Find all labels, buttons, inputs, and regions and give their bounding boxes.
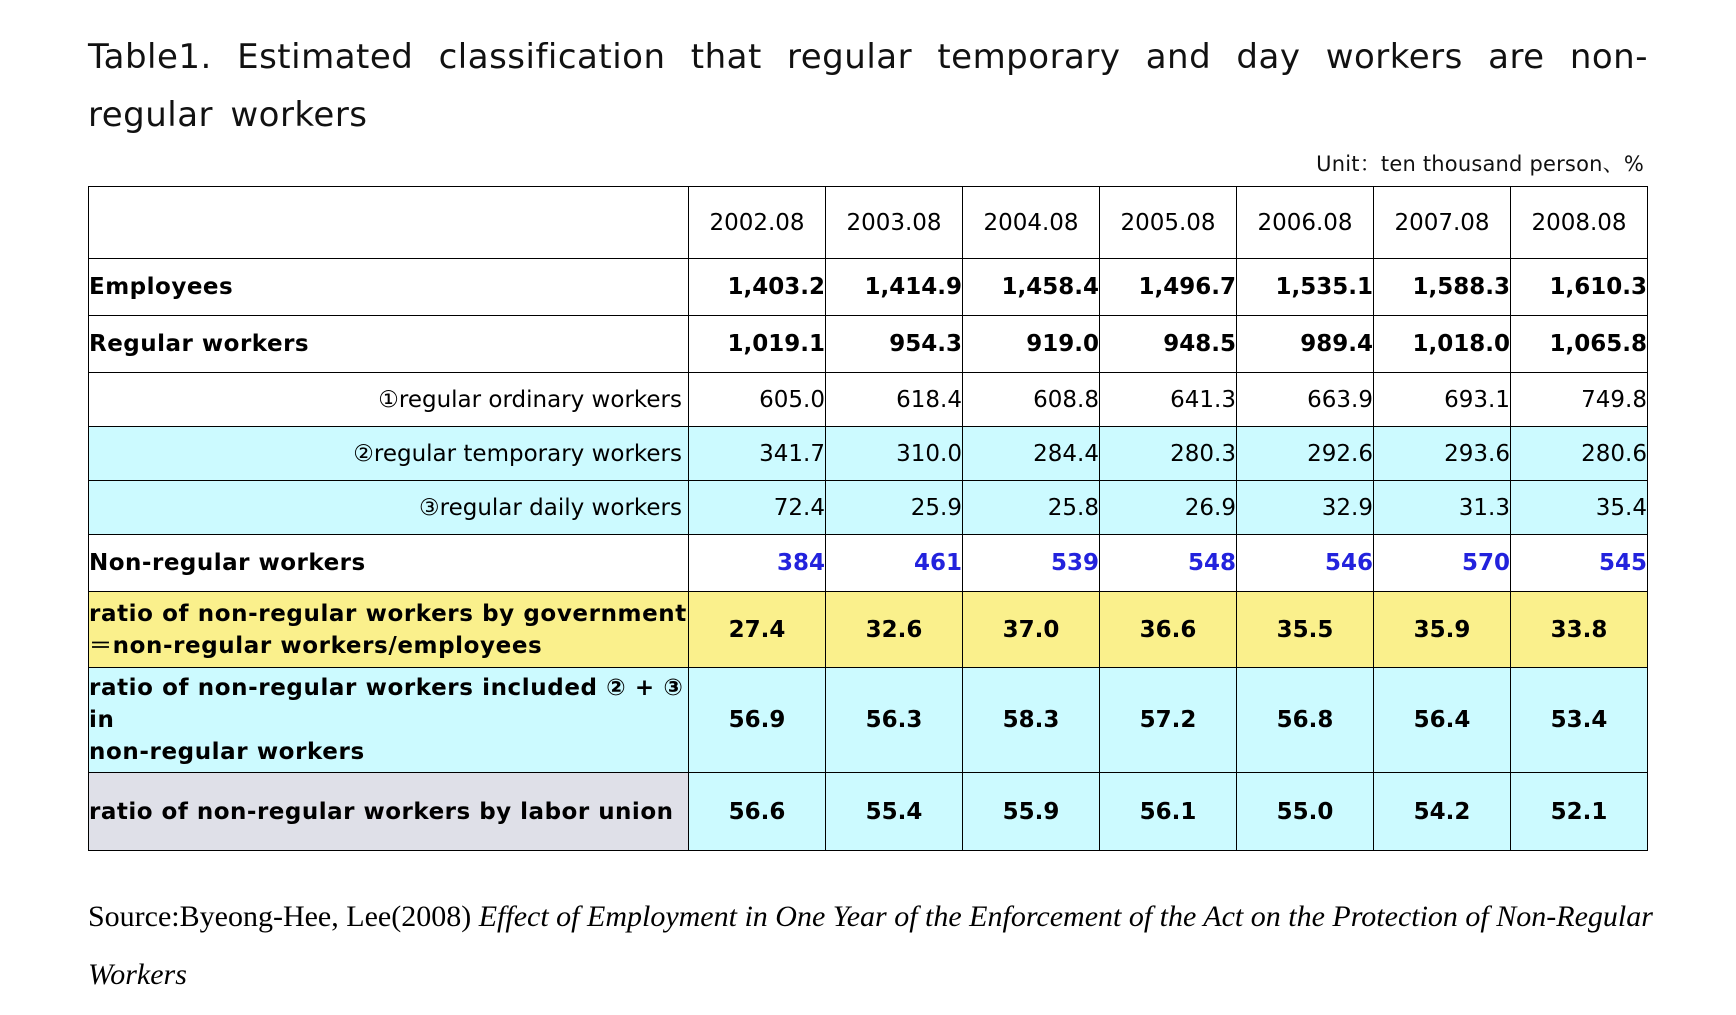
cell-employees-2004: 1,458.4 <box>963 259 1100 316</box>
row-label-employees: Employees <box>89 259 689 316</box>
cell-ratio-gov-2006: 35.5 <box>1237 592 1374 668</box>
cell-ratio-gov-2003: 32.6 <box>826 592 963 668</box>
page-title: Table1. Estimated classification that regular temporary and day workers are non-regular workers <box>88 37 1648 135</box>
column-header-2008: 2008.08 <box>1511 187 1648 259</box>
table-row <box>89 535 1648 592</box>
cell-non-regular-2007: 570 <box>1374 535 1511 592</box>
cell-ratio-incl-2005: 57.2 <box>1100 668 1237 773</box>
cell-non-regular-2003: 461 <box>826 535 963 592</box>
cell-regular-temporary-2008: 280.6 <box>1511 427 1648 481</box>
cell-regular-workers-2002: 1,019.1 <box>689 316 826 373</box>
row-label-regular-workers: Regular workers <box>89 316 689 373</box>
cell-ratio-incl-2003: 56.3 <box>826 668 963 773</box>
row-label-regular-daily-workers: ③regular daily workers <box>89 481 689 535</box>
cell-regular-daily-2003: 25.9 <box>826 481 963 535</box>
cell-regular-temporary-2006: 292.6 <box>1237 427 1374 481</box>
cell-regular-workers-2006: 989.4 <box>1237 316 1374 373</box>
cell-ratio-incl-2006: 56.8 <box>1237 668 1374 773</box>
cell-regular-temporary-2005: 280.3 <box>1100 427 1237 481</box>
cell-employees-2008: 1,610.3 <box>1511 259 1648 316</box>
row-label-line-1: ratio of non-regular workers by government <box>89 600 687 627</box>
cell-regular-ordinary-2005: 641.3 <box>1100 373 1237 427</box>
row-label-line-2: ＝non-regular workers/employees <box>89 632 543 659</box>
cell-employees-2005: 1,496.7 <box>1100 259 1237 316</box>
cell-regular-temporary-2002: 341.7 <box>689 427 826 481</box>
cell-ratio-gov-2004: 37.0 <box>963 592 1100 668</box>
cell-regular-daily-2002: 72.4 <box>689 481 826 535</box>
cell-regular-workers-2007: 1,018.0 <box>1374 316 1511 373</box>
cell-employees-2003: 1,414.9 <box>826 259 963 316</box>
table-row <box>89 592 1648 668</box>
cell-ratio-union-2006: 55.0 <box>1237 773 1374 851</box>
cell-regular-temporary-2004: 284.4 <box>963 427 1100 481</box>
cell-regular-workers-2003: 954.3 <box>826 316 963 373</box>
cell-regular-workers-2005: 948.5 <box>1100 316 1237 373</box>
cell-ratio-incl-2002: 56.9 <box>689 668 826 773</box>
column-header-2003: 2003.08 <box>826 187 963 259</box>
source-note <box>88 888 1658 1004</box>
cell-non-regular-2004: 539 <box>963 535 1100 592</box>
cell-ratio-incl-2004: 58.3 <box>963 668 1100 773</box>
cell-non-regular-2005: 548 <box>1100 535 1237 592</box>
cell-regular-daily-2008: 35.4 <box>1511 481 1648 535</box>
column-header-2002: 2002.08 <box>689 187 826 259</box>
table-row <box>89 668 1648 773</box>
cell-regular-ordinary-2008: 749.8 <box>1511 373 1648 427</box>
column-header-2005: 2005.08 <box>1100 187 1237 259</box>
estimated-classification-table <box>88 186 1648 851</box>
cell-ratio-incl-2007: 56.4 <box>1374 668 1511 773</box>
table-row <box>89 259 1648 316</box>
cell-regular-ordinary-2004: 608.8 <box>963 373 1100 427</box>
cell-regular-ordinary-2002: 605.0 <box>689 373 826 427</box>
cell-non-regular-2008: 545 <box>1511 535 1648 592</box>
cell-regular-daily-2007: 31.3 <box>1374 481 1511 535</box>
table-row <box>89 373 1648 427</box>
cell-regular-workers-2008: 1,065.8 <box>1511 316 1648 373</box>
cell-regular-ordinary-2003: 618.4 <box>826 373 963 427</box>
header-corner-cell <box>89 187 689 259</box>
row-label-line-2: non-regular workers <box>89 739 365 765</box>
cell-non-regular-2002: 384 <box>689 535 826 592</box>
column-header-2004: 2004.08 <box>963 187 1100 259</box>
row-label-regular-temporary-workers: ②regular temporary workers <box>89 427 689 481</box>
cell-employees-2006: 1,535.1 <box>1237 259 1374 316</box>
cell-ratio-union-2007: 54.2 <box>1374 773 1511 851</box>
cell-ratio-union-2002: 56.6 <box>689 773 826 851</box>
source-title-italic: Effect of Employment in One Year of the Enforcement of the Act on the Protection of Non-Regular Workers <box>88 900 1653 991</box>
cell-regular-daily-2005: 26.9 <box>1100 481 1237 535</box>
cell-ratio-union-2003: 55.4 <box>826 773 963 851</box>
row-label-ratio-by-government <box>89 592 689 668</box>
row-label-regular-ordinary-workers: ①regular ordinary workers <box>89 373 689 427</box>
row-label-line-1: ratio of non-regular workers included ② + ③ in <box>89 675 684 733</box>
column-header-2006: 2006.08 <box>1237 187 1374 259</box>
cell-regular-daily-2004: 25.8 <box>963 481 1100 535</box>
source-prefix: Source:Byeong-Hee, Lee(2008) <box>88 900 479 933</box>
cell-regular-temporary-2003: 310.0 <box>826 427 963 481</box>
cell-employees-2007: 1,588.3 <box>1374 259 1511 316</box>
table-row <box>89 316 1648 373</box>
cell-regular-workers-2004: 919.0 <box>963 316 1100 373</box>
cell-ratio-gov-2007: 35.9 <box>1374 592 1511 668</box>
cell-ratio-gov-2002: 27.4 <box>689 592 826 668</box>
cell-employees-2002: 1,403.2 <box>689 259 826 316</box>
cell-ratio-union-2004: 55.9 <box>963 773 1100 851</box>
row-label-non-regular-workers: Non-regular workers <box>89 535 689 592</box>
table-row <box>89 481 1648 535</box>
cell-non-regular-2006: 546 <box>1237 535 1374 592</box>
cell-regular-ordinary-2006: 663.9 <box>1237 373 1374 427</box>
cell-regular-temporary-2007: 293.6 <box>1374 427 1511 481</box>
cell-ratio-union-2005: 56.1 <box>1100 773 1237 851</box>
cell-regular-ordinary-2007: 693.1 <box>1374 373 1511 427</box>
cell-ratio-incl-2008: 53.4 <box>1511 668 1648 773</box>
unit-note: Unit：ten thousand person、% <box>1316 152 1644 176</box>
cell-ratio-union-2008: 52.1 <box>1511 773 1648 851</box>
column-header-2007: 2007.08 <box>1374 187 1511 259</box>
row-label-ratio-by-labor-union: ratio of non-regular workers by labor union <box>89 773 689 851</box>
cell-ratio-gov-2005: 36.6 <box>1100 592 1237 668</box>
cell-ratio-gov-2008: 33.8 <box>1511 592 1648 668</box>
row-label-ratio-included-2-3 <box>89 668 689 773</box>
table-container <box>88 186 1648 851</box>
table-row <box>89 773 1648 851</box>
table-header-row <box>89 187 1648 259</box>
table-row <box>89 427 1648 481</box>
cell-regular-daily-2006: 32.9 <box>1237 481 1374 535</box>
